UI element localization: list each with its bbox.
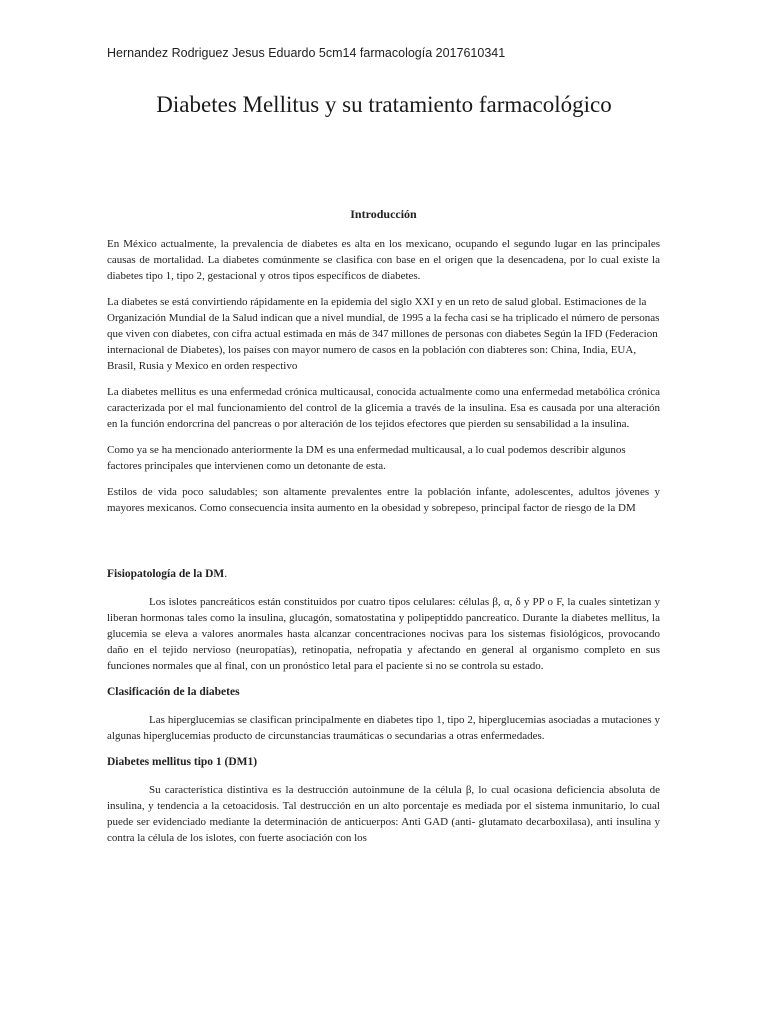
fisiopatologia-heading <box>107 566 660 582</box>
intro-paragraph-3: La diabetes mellitus es una enfermedad crónica multicausal, conocida actualmente como una enfermedad metabólica crónica caracterizada por el mal funcionamiento del control de la glicemia a través de la insulina. Esa es causada por una alteración en la función endorcrina del pancreas o por alteración de los tejidos efectores que pierden su sensabilidad a la insulina. <box>107 386 660 430</box>
intro-paragraph-1: En México actualmente, la prevalencia de diabetes es alta en los mexicano, ocupando el segundo lugar en las principales causas de mortalidad. La diabetes comúnmente se clasifica con base en el origen que la desencadena, por lo cual existe la diabetes tipo 1, tipo 2, gestacional y otros tipos específicos de diabetes. <box>107 238 660 282</box>
intro-paragraph-4: Como ya se ha mencionado anteriormente la DM es una enfermedad multicausal, a lo cual podemos describir algunos factores principales que intervienen como un detonante de esta. <box>107 444 626 472</box>
intro-heading: Introducción <box>350 207 417 221</box>
fisiopatologia-heading-text: Fisiopatología de la DM <box>107 568 225 580</box>
clasificacion-paragraph: Las hiperglucemias se clasifican principalmente en diabetes tipo 1, tipo 2, hiperglucemias asociadas a mutaciones y algunas hiperglucemias producto de circunstancias traumáticas o secundarias a otras enfermedades. <box>107 714 660 742</box>
dm1-paragraph: Su característica distintiva es la destrucción autoinmune de la célula β, lo cual ocasiona deficiencia absoluta de insulina, y tendencia a la cetoacidosis. Tal destrucción en un alto porcentaje es mediada por el sistema inmunitario, lo cual puede ser evidenciado mediante la determinación de anticuerpos: Anti GAD (anti- glutamato decarboxilasa), anti insulina y contra la célula de los islotes, con fuerte asociación con los <box>107 784 660 844</box>
fisiopatologia-paragraph: Los islotes pancreáticos están constituidos por cuatro tipos celulares: células β, α, δ y PP o F, la cuales sintetizan y liberan hormonas tales como la insulina, glucagón, somatostatina y polipeptiddo pancreatico. Durante la diabetes mellitus, la glucemia se eleva a valores anormales hasta alcanzar concentraciones nocivas para los sistemas fisiológicos, provocando daño en el tejido nervioso (neuropatías), retinopatia, nefropatia y afectando en general al organismo completo en sus funciones normales que al final, con un pronóstico letal para el paciente si no se controla su estado. <box>107 596 660 672</box>
section-spacer <box>107 526 660 566</box>
author-header: Hernandez Rodriguez Jesus Eduardo 5cm14 farmacología 2017610341 <box>107 46 506 60</box>
document-title: Diabetes Mellitus y su tratamiento farmacológico <box>156 92 612 117</box>
intro-paragraph-2: La diabetes se está convirtiendo rápidamente en la epidemia del siglo XXI y en un reto de salud global. Estimaciones de la Organización Mundial de la Salud indican que a nivel mundial, de 1995 a la fecha casi se ha triplicado el número de personas que viven con diabetes, con cifra actual estimada en más de 347 millones de personas con diabetes Según la IFD (Federacion internacional de Diabetes), los países con mayor numero de casos en la población con diabteres son: China, India, EUA, Brasil, Rusia y Mexico en orden respectivo <box>107 296 660 372</box>
document-body <box>107 206 660 856</box>
dm1-heading: Diabetes mellitus tipo 1 (DM1) <box>107 756 258 768</box>
clasificacion-heading: Clasificación de la diabetes <box>107 686 240 698</box>
intro-paragraph-5: Estilos de vida poco saludables; son altamente prevalentes entre la población infante, adolescentes, adultos jóvenes y mayores mexicanos. Como consecuencia insita aumento en la obesidad y sobrepeso, principal factor de riesgo de la DM <box>107 486 660 514</box>
fisiopatologia-heading-period: . <box>224 568 228 580</box>
